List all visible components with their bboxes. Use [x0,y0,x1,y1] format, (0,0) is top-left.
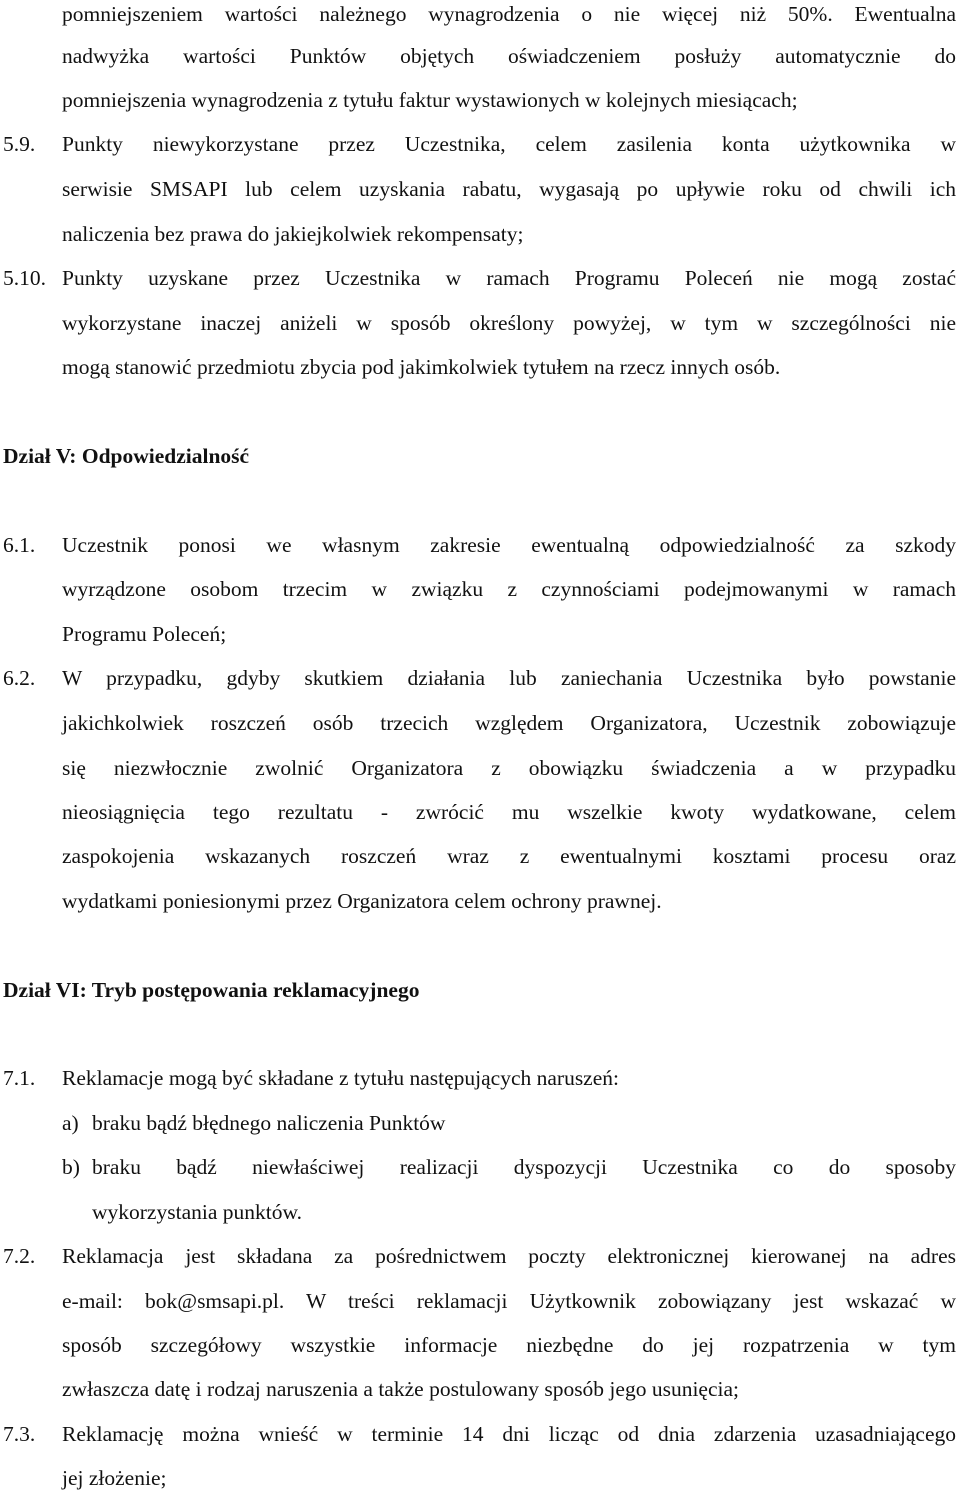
paragraph-number: 7.2. [3,1244,36,1268]
text-line: Reklamację można wnieść w terminie 14 dni licząc od dnia zdarzenia uzasadniającego [62,1422,956,1446]
text-line: wyrządzone osobom trzecim w związku z czynnościami podejmowanymi w ramach [62,577,956,601]
text-line: Reklamacje mogą być składane z tytułu następujących naruszeń: [62,1066,619,1090]
list-marker: a) [62,1111,79,1135]
text-line: jakichkolwiek roszczeń osób trzecich względem Organizatora, Uczestnik zobowiązuje [62,711,956,735]
paragraph-number: 7.3. [3,1422,36,1446]
list-item-text: braku bądź błędnego naliczenia Punktów [92,1111,446,1135]
text-line: się niezwłocznie zwolnić Organizatora z obowiązku świadczenia a w przypadku [62,756,956,780]
text-line: pomniejszeniem wartości należnego wynagrodzenia o nie więcej niż 50%. Ewentualna [62,2,956,26]
text-line: Punkty uzyskane przez Uczestnika w ramach Programu Poleceń nie mogą zostać [62,266,956,290]
text-line: wykorzystane inaczej aniżeli w sposób określony powyżej, w tym w szczególności nie [62,311,956,335]
text-line: Uczestnik ponosi we własnym zakresie ewentualną odpowiedzialność za szkody [62,533,956,557]
section-heading: Dział VI: Tryb postępowania reklamacyjnego [3,978,420,1002]
list-marker: b) [62,1155,80,1179]
text-line: W przypadku, gdyby skutkiem działania lub zaniechania Uczestnika było powstanie [62,666,956,690]
paragraph-number: 5.10. [3,266,46,290]
text-line: e-mail: bok@smsapi.pl. W treści reklamacji Użytkownik zobowiązany jest wskazać w [62,1289,956,1313]
text-line: zaspokojenia wskazanych roszczeń wraz z ewentualnymi kosztami procesu oraz [62,844,956,868]
list-item-text: braku bądź niewłaściwej realizacji dyspozycji Uczestnika co do sposoby [92,1155,956,1179]
text-line: naliczenia bez prawa do jakiejkolwiek rekompensaty; [62,222,524,246]
paragraph-number: 5.9. [3,132,36,156]
text-line: zwłaszcza datę i rodzaj naruszenia a także postulowany sposób jego usunięcia; [62,1377,739,1401]
text-line: Punkty niewykorzystane przez Uczestnika, celem zasilenia konta użytkownika w [62,132,956,156]
text-line: wydatkami poniesionymi przez Organizatora celem ochrony prawnej. [62,889,662,913]
section-heading: Dział V: Odpowiedzialność [3,444,250,468]
text-line: nieosiągnięcia tego rezultatu - zwrócić mu wszelkie kwoty wydatkowane, celem [62,800,956,824]
paragraph-number: 6.1. [3,533,36,557]
text-line: pomniejszenia wynagrodzenia z tytułu faktur wystawionych w kolejnych miesiącach; [62,88,798,112]
paragraph-number: 7.1. [3,1066,36,1090]
paragraph-number: 6.2. [3,666,36,690]
list-item-text: wykorzystania punktów. [92,1200,302,1224]
text-line: mogą stanowić przedmiotu zbycia pod jakimkolwiek tytułem na rzecz innych osób. [62,355,781,379]
text-line: jej złożenie; [62,1466,167,1490]
text-line: Reklamacja jest składana za pośrednictwem poczty elektronicznej kierowanej na adres [62,1244,956,1268]
text-line: sposób szczegółowy wszystkie informacje niezbędne do jej rozpatrzenia w tym [62,1333,956,1357]
text-line: nadwyżka wartości Punktów objętych oświadczeniem posłuży automatycznie do [62,44,956,68]
text-line: Programu Poleceń; [62,622,227,646]
text-line: serwisie SMSAPI lub celem uzyskania rabatu, wygasają po upływie roku od chwili ich [62,177,956,201]
